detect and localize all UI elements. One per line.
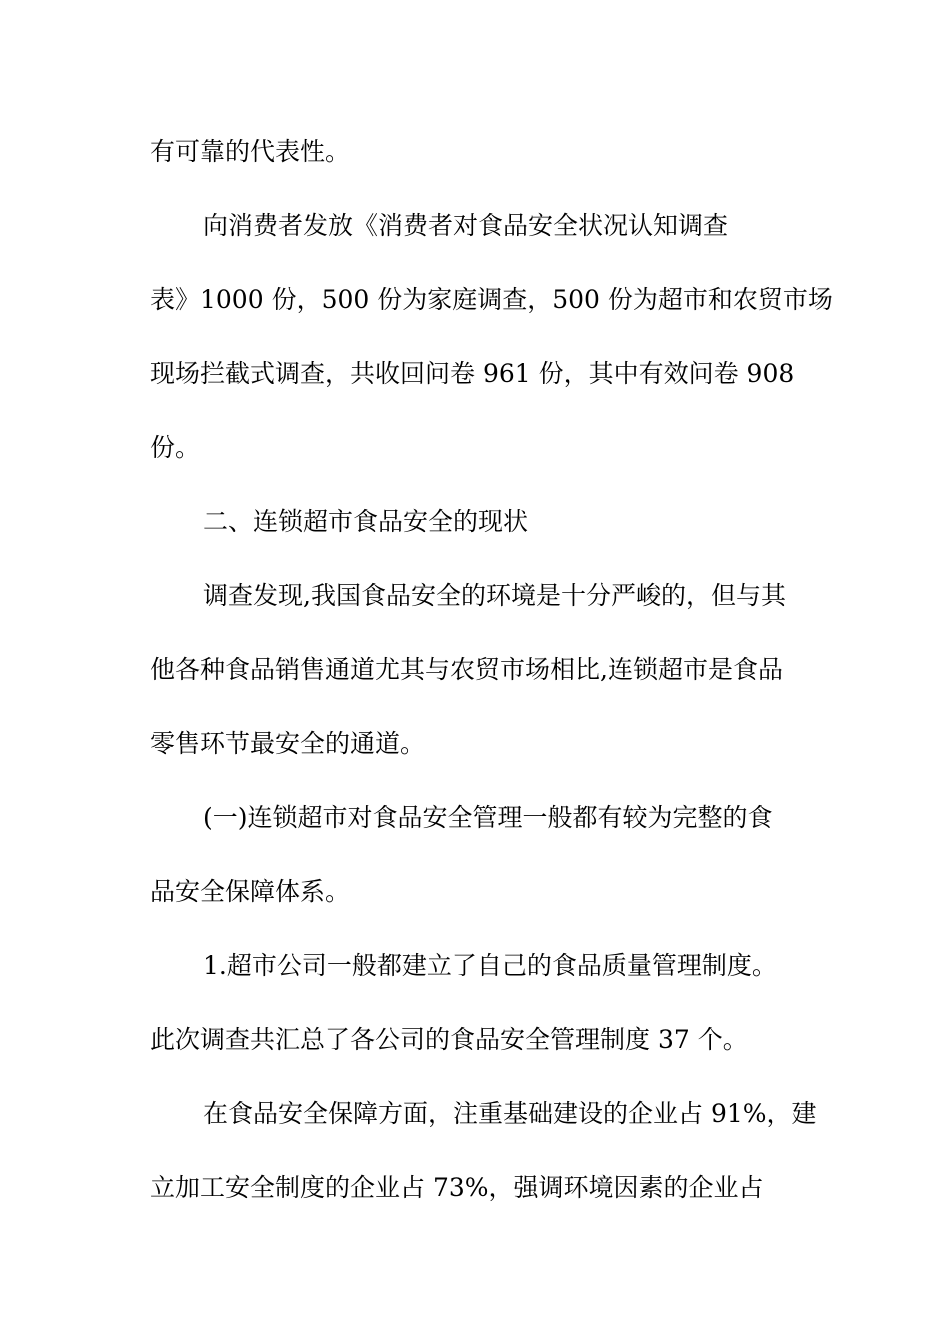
text-line: 立加工安全制度的企业占 73%，强调环境因素的企业占 xyxy=(150,1173,764,1202)
text-line: 品安全保障体系。 xyxy=(150,877,351,906)
text-line: 此次调查共汇总了各公司的食品安全管理制度 37 个。 xyxy=(150,1025,748,1054)
text-line: 调查发现,我国食品安全的环境是十分严峻的，但与其 xyxy=(203,581,786,610)
subsection-heading: (一)连锁超市对食品安全管理一般都有较为完整的食 xyxy=(203,803,773,832)
section-heading: 二、连锁超市食品安全的现状 xyxy=(203,507,529,536)
text-line: 零售环节最安全的通道。 xyxy=(150,729,426,758)
text-line: 份。 xyxy=(150,433,201,462)
text-line: 他各种食品销售通道尤其与农贸市场相比,连锁超市是食品 xyxy=(150,655,783,684)
text-line: 有可靠的代表性。 xyxy=(150,137,351,166)
text-line: 现场拦截式调查，共收回问卷 961 份，其中有效问卷 908 xyxy=(150,359,795,388)
text-line: 向消费者发放《消费者对食品安全状况认知调查 xyxy=(203,211,729,240)
text-line: 在食品安全保障方面，注重基础建设的企业占 91%，建 xyxy=(203,1099,817,1128)
text-line: 1.超市公司一般都建立了自己的食品质量管理制度。 xyxy=(203,951,777,980)
text-line: 表》1000 份，500 份为家庭调查，500 份为超市和农贸市场 xyxy=(150,285,833,314)
